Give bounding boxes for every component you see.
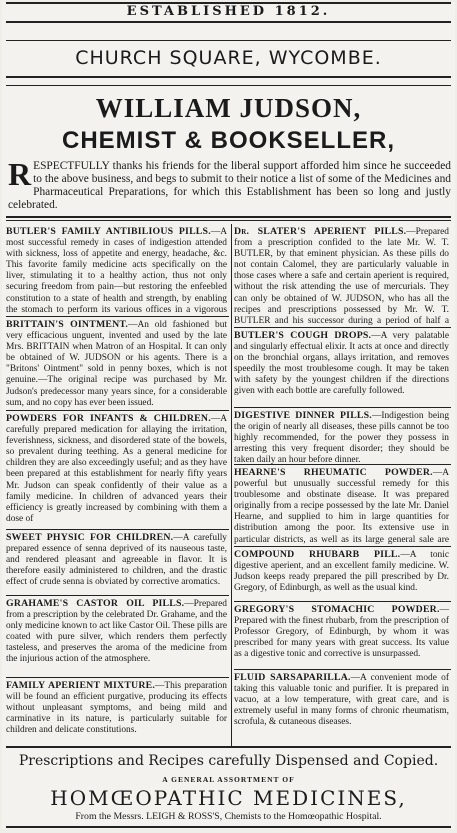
ad-title: FAMILY APERIENT MIXTURE.: [6, 680, 155, 691]
rule-above-name: [6, 85, 451, 86]
ad-dinner-pills: [234, 408, 451, 465]
ad-body: —An old fashioned but very efficacious unguent, invented and used by the late Mrs. BRITTAIN when Matron of an Hospital. It can only be obtained of W. JUDSON or his agents. There is a "Britons' Ointment" sold in penny boxes, which is not genuine.—The original recipe was purchased by Mr. Judson's predecessor many years since, for a considerable sum, and no copy has ever been issued.: [6, 320, 227, 408]
ad-body: —Prepared with the finest rhubarb, from the prescription of Professor Gregory, of Edinburgh, by whom it was prescribed for many years with great success. Its value as a digestive tonic and corrective is unsurpassed.: [234, 605, 449, 660]
ad-body: —A powerful but unusually successful remedy for this troublesome and obstinate disease. It was prepared originally from a recipe possessed by the late Mr. Daniel Hearne, and supplied to him in large quantities for distribution among the poor. Its extensive use in particular districts, as well as its large general sale are: [234, 468, 449, 545]
intro-paragraph: [8, 160, 451, 212]
bottom-rule: [6, 826, 451, 828]
supplier-line: From the Messrs. LEIGH & ROSS'S, Chemists to the Homœopathic Hospital.: [75, 811, 382, 822]
ad-title: BUTLER'S FAMILY ANTIBILIOUS PILLS.: [6, 226, 211, 237]
location-heading: CHURCH SQUARE, WYCOMBE.: [75, 47, 382, 69]
ad-title: BUTLER'S COUGH DROPS.: [234, 330, 372, 341]
ad-rhubarb-pill: [234, 547, 451, 602]
intro-dropcap: R: [8, 160, 32, 192]
rule-below-columns: [6, 746, 451, 748]
ad-title: COMPOUND RHUBARB PILL.: [234, 549, 401, 560]
ad-castor-oil-pills: [6, 596, 229, 678]
ad-stomachic-powder: [234, 602, 451, 670]
rule-under-established: [6, 21, 451, 23]
prescriptions-line: Prescriptions and Recipes carefully Dispensed and Copied.: [18, 753, 439, 769]
ad-title: BRITTAIN'S OINTMENT.: [6, 319, 129, 330]
proprietor-name: WILLIAM JUDSON,: [95, 93, 362, 123]
rule-above-columns-thin: [6, 220, 451, 221]
left-column: [6, 224, 229, 746]
business-title: CHEMIST & BOOKSELLER,: [61, 127, 395, 154]
ad-title: HEARNE'S RHEUMATIC POWDER.: [234, 467, 433, 478]
rule-under-location: [6, 76, 451, 78]
ad-sweet-physic: [6, 530, 229, 596]
ad-infant-powders: [6, 411, 229, 530]
ad-title: GRAHAME'S CASTOR OIL PILLS.: [6, 598, 185, 609]
ad-title: DIGESTIVE DINNER PILLS.: [234, 410, 372, 421]
ad-rheumatic-powder: [234, 465, 451, 547]
ad-body: —A carefully prepared essence of senna deprived of its nauseous taste, and rendered pleasant and agreeable in flavor. It is therefore easily administered to children, and the drastic effect of crude senna is obviated by corrective aromatics.: [6, 533, 227, 588]
ad-cough-drops: [234, 328, 451, 408]
ad-title: FLUID SARSAPARILLA.: [234, 672, 351, 683]
ad-antibilious-pills: [6, 224, 229, 317]
ad-body: —A very palatable and singularly effectual elixir. It acts at once and directly on the bronchial organs, allays irritation, and removes speedily the most troublesome cough. It may be taken with safety by the youngest children if the directions given with each bottle are carefully followed.: [234, 331, 449, 397]
ad-brittains-ointment: [6, 317, 229, 411]
ad-body: —Prepared from a prescription confided to the late Mr. W. T. BUTLER, by that eminent physician. As these pills do not contain Calomel, they are particularly valuable in those cases where a safe and certain aperient is required, without the risk attending the use of mercurials. They can only be obtained of W. JUDSON, who has all the recipes and prescriptions possessed by Mr. W. T. BUTLER and his successor during a period of half a: [234, 227, 449, 326]
ad-body: —A carefully prepared medication for allaying the irritation, feverishness, sickness, and disordered state of the bowels, so prevalent during teething. As a general medicine for children they are also exceedingly useful; and as they have been prepared at this establishment for nearly fifty years Mr. Judson can speak confidently of their value as a family medicine. In children of advanced years their efficiency is greatly increased by combining with them a dose of: [6, 414, 227, 524]
advertisement-page: [2, 2, 455, 829]
ad-body: —Indigestion being the origin of nearly all diseases, these pills cannot be too highly recommended, for the power they possess in arresting this very frequent disorder; they should be taken daily an hour before dinner.: [234, 411, 450, 465]
ad-title: POWDERS FOR INFANTS & CHILDREN.: [6, 413, 211, 424]
ad-body: —A convenient mode of taking this valuable tonic and purifier. It is prepared in vacuo, at a low temperature, with great care, and is extremely useful in many forms of chronic rheumatism, scrofula, & cutaneous diseases.: [234, 673, 449, 728]
ad-aperient-mixture: [6, 678, 229, 746]
column-divider: [231, 224, 232, 746]
ad-slaters-pills: [234, 224, 451, 328]
established-banner: ESTABLISHED 1812.: [126, 4, 331, 19]
ad-title: SWEET PHYSIC FOR CHILDREN.: [6, 532, 174, 543]
rule-above-columns: [6, 216, 451, 218]
rule-above-location: [6, 40, 451, 41]
ad-title: GREGORY'S STOMACHIC POWDER.: [234, 604, 440, 615]
homeopathic-heading: HOMŒOPATHIC MEDICINES,: [50, 786, 407, 810]
intro-text: ESPECTFULLY thanks his friends for the liberal support afforded him since he succeeded to the above business, and begs to submit to their notice a list of some of the Medicines and Pharmaceutical Preparations, for which this Establishment has been so long and justly celebrated.: [8, 160, 451, 211]
ad-body: —A tonic digestive aperient, and an excellent family medicine. W. Judson keeps ready prepared the pill prescribed by Dr. Gregory, of Edinburgh, as well as the usual kind.: [234, 550, 449, 594]
assortment-line: A GENERAL ASSORTMENT OF: [162, 775, 295, 784]
ad-body: —Prepared from a prescription by the celebrated Dr. Grahame, and the only medicine known to act like Castor Oil. These pills are coated with pure silver, which renders them perfectly tasteless, and preserves the aroma of the medicine from the injurious action of the atmosphere.: [6, 599, 228, 665]
right-column: [234, 224, 451, 746]
ad-fluid-sarsaparilla: [234, 670, 451, 746]
ad-body: —This preparation will be found an efficient purgative, producing its effects without unpleasant symptoms, and being mild and carminative in its nature, is particularly suitable for children and delicate constitutions.: [6, 681, 227, 736]
ad-body: —A most successful remedy in cases of indigestion attended with sickness, loss of appetite and energy, headache, &c. This favorite family medicine acts specifically on the liver, stimulating it to a healthy action, thus not only securing freedom from pain—but restoring the enfeebled constitution to a state of health and strength, by enabling the stomach to perform its various offices in a vigorous: [6, 227, 227, 315]
ad-title: Dr. SLATER'S APERIENT PILLS.: [234, 226, 407, 237]
